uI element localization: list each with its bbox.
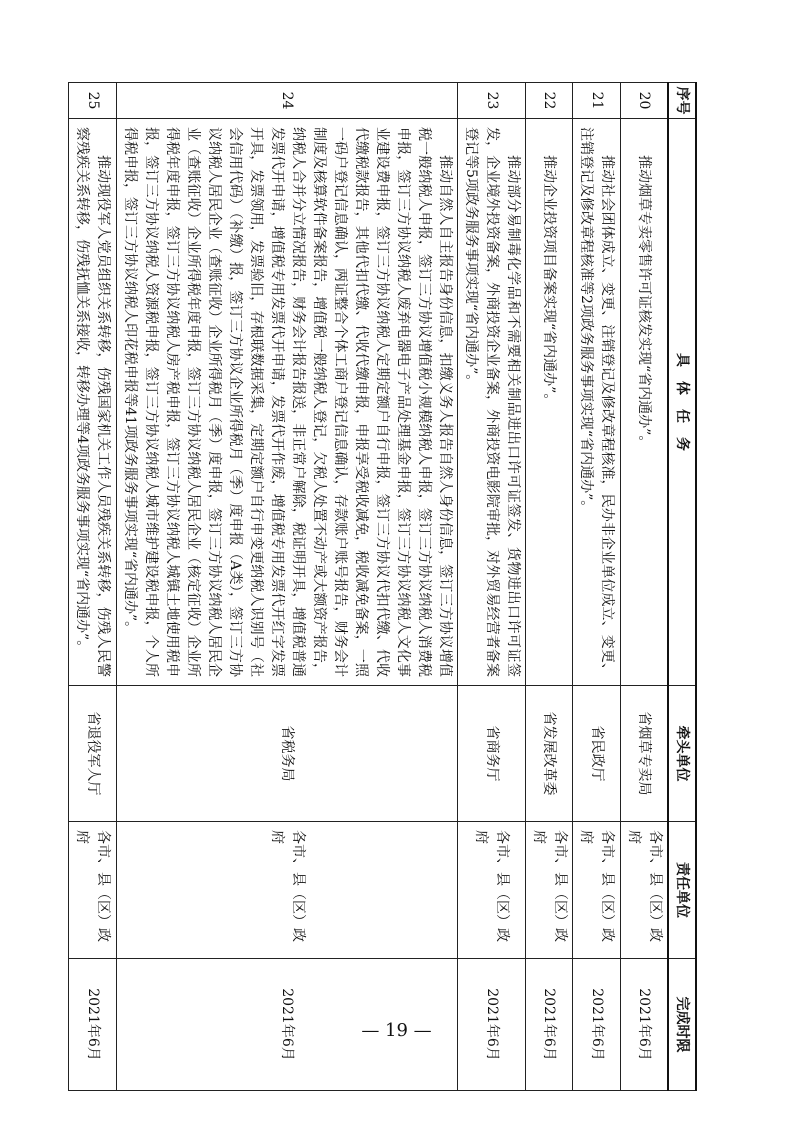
- rotated-landscape-table-area: [74, 82, 697, 1090]
- row-deadline: 2021年6月: [458, 959, 526, 1091]
- row-number: 22: [526, 83, 573, 119]
- task-table: [68, 82, 697, 1091]
- row-lead-unit: 省发展改革委: [526, 686, 573, 822]
- header-responsible-unit: 责任单位: [668, 822, 696, 959]
- page-number: — 19 —: [361, 1020, 432, 1041]
- table-row: [621, 83, 669, 1091]
- row-task: 推动自然人自主报告身份信息，扣缴义务人报告自然人身份信息，签订三方协议增值税一般纳税人申报，签订三方协议增值税小规模纳税人申报，签订三方协议纳税人消费税申报，签订三方协议纳税人废弃电器电子产品处理基金申报，签订三方协议纳税人文化事业建设费申报，签订三方协议纳税人定期定额户自行申报，签订三方协议代扣代缴、代收代缴税款报告，其他代扣代缴、代收代缴申报，申报享受税收减免，税收减免备案，一照一码户登记信息确认，两证整合个体工商户登记信息确认，存款账户账号报告，财务会计制度及核算软件备案报告，增值税一般纳税人登记，欠税人处置不动产或大额资产报告，纳税人合并分立情况报告，财务会计报告报送，非正常户解除，税证明开具，增值税普通发票代开申请，增值税专用发票代开申请，发票代开作废，增值税专用发票代开红字发票开具，发票领用，发票验旧，存根联数据采集，定期定额户自行申变更纳税人识别号（社会信用代码）（补缴）报，签订三方协议企业所得税月（季）度申报（A类），签订三方协议纳税人居民企业（查账征收）企业所得税月（季）度申报，签订三方协议纳税人居民企业（查账征收）企业所得税年度申报，签订三方协议纳税人居民企业（核定征收）企业所得税年度申报，签订三方协议纳税人房产税申报，签订三方协议纳税人城镇土地使用税申报，签订三方协议纳税人资源税申报，签订三方协议纳税人城市维护建设税申报，个人所得税申报，签订三方协议纳税人印花税申报等41项政务服务事项实现“省内通办”。: [117, 119, 458, 686]
- header-serial-number: 序号: [668, 83, 696, 119]
- row-task: 推动企业投资项目备案实现“省内通办”。: [526, 119, 573, 686]
- table-row: [573, 83, 621, 1091]
- row-responsible-unit: 各市、县（区）政府: [458, 822, 526, 959]
- table-header-row: [668, 83, 696, 1091]
- row-number: 23: [458, 83, 526, 119]
- row-task: 推动部分易制毒化学品和不需要相关制品进出口许可证签发、货物进出口许可证签发，企业境外投资备案，外商投资企业备案，外商投资电影院审批，对外贸易经营者备案登记等5项政务服务事项实现“省内通办”。: [458, 119, 526, 686]
- row-responsible-unit: 各市、县（区）政府: [117, 822, 458, 959]
- row-responsible-unit: 各市、县（区）政府: [573, 822, 621, 959]
- table-row: [458, 83, 526, 1091]
- row-task: 推动烟草专卖零售许可证核发实现“省内通办”。: [621, 119, 669, 686]
- row-responsible-unit: 各市、县（区）政府: [526, 822, 573, 959]
- table-row: [526, 83, 573, 1091]
- row-lead-unit: 省烟草专卖局: [621, 686, 669, 822]
- row-lead-unit: 省商务厅: [458, 686, 526, 822]
- row-responsible-unit: 各市、县（区）政府: [621, 822, 669, 959]
- row-number: 20: [621, 83, 669, 119]
- table-row: [69, 83, 117, 1091]
- row-task: 推动社会团体成立、变更、注销登记及修改章程核准，民办非企业单位成立、变更、注销登记及修改章程核准等2项政务服务事项实现“省内通办”。: [573, 119, 621, 686]
- row-number: 21: [573, 83, 621, 119]
- row-deadline: 2021年6月: [621, 959, 669, 1091]
- header-deadline: 完成时限: [668, 959, 696, 1091]
- row-task: 推动现役军人党员组织关系转移，伤残国家机关工作人员残疾关系转移，伤残人民警察残疾关系转移，伤残抚恤关系接收，转移办理等4项政务服务事项实现“省内通办”。: [69, 119, 117, 686]
- header-specific-task: 具 体 任 务: [668, 119, 696, 686]
- header-lead-unit: 牵头单位: [668, 686, 696, 822]
- row-number: 24: [117, 83, 458, 119]
- row-number: 25: [69, 83, 117, 119]
- row-lead-unit: 省税务局: [117, 686, 458, 822]
- row-deadline: 2021年6月: [69, 959, 117, 1091]
- row-deadline: 2021年6月: [573, 959, 621, 1091]
- row-lead-unit: 省退役军人厅: [69, 686, 117, 822]
- row-lead-unit: 省民政厅: [573, 686, 621, 822]
- table-row: [117, 83, 458, 1091]
- row-deadline: 2021年6月: [526, 959, 573, 1091]
- row-deadline: 2021年6月: [117, 959, 458, 1091]
- row-responsible-unit: 各市、县（区）政府: [69, 822, 117, 959]
